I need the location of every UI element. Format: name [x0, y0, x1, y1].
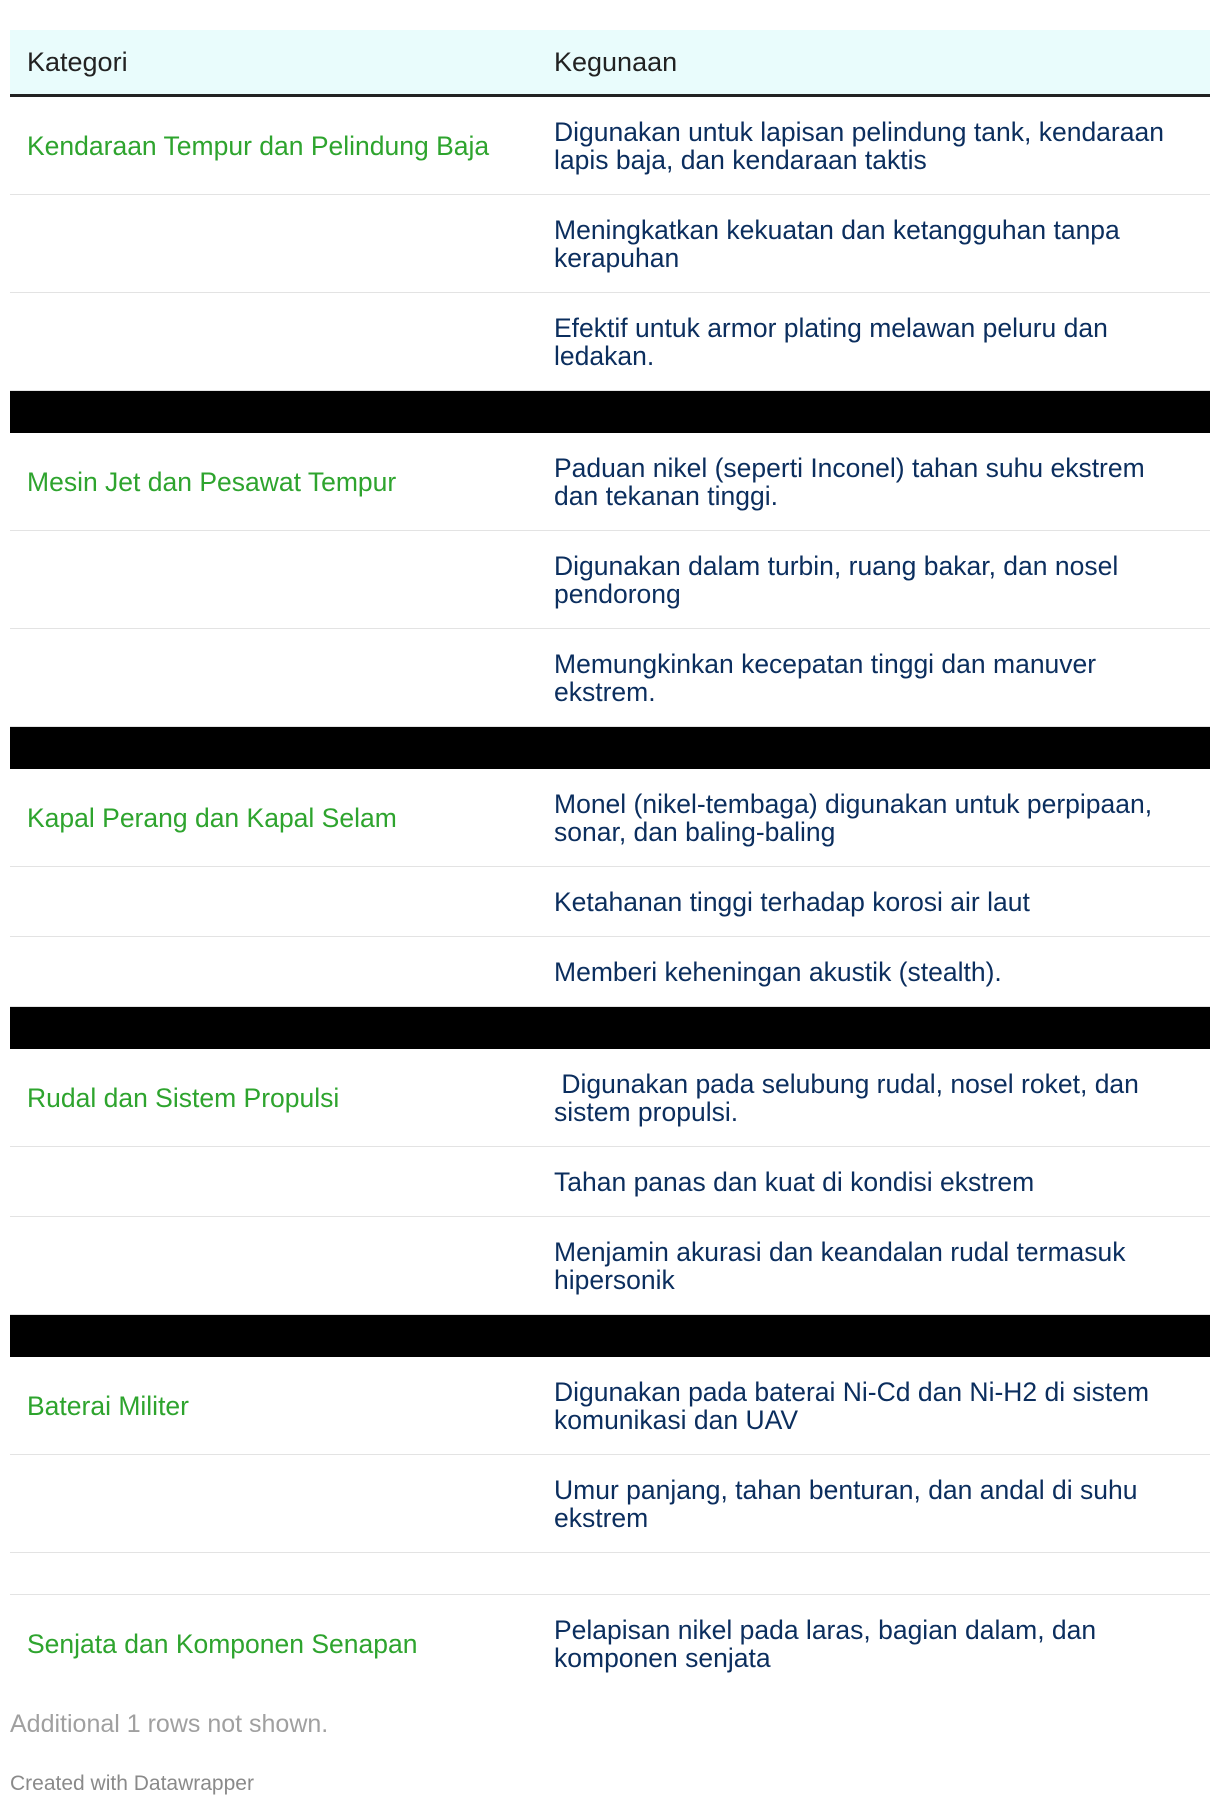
usage-cell: Monel (nikel-tembaga) digunakan untuk perpipaan, sonar, dan baling-baling: [554, 788, 1153, 847]
group-separator: [10, 1007, 1210, 1049]
category-cell: Senjata dan Komponen Senapan: [27, 1629, 418, 1659]
usage-cell: Tahan panas dan kuat di kondisi ekstrem: [554, 1166, 1035, 1197]
table-row: [10, 1147, 1210, 1217]
rows-hidden-note: Additional 1 rows not shown.: [10, 1710, 329, 1738]
usage-cell: Umur panjang, tahan benturan, dan andal di suhu ekstrem: [554, 1474, 1138, 1533]
table-row: [10, 629, 1210, 727]
group-separator: [10, 391, 1210, 433]
table-row: [10, 937, 1210, 1007]
category-cell: Rudal dan Sistem Propulsi: [27, 1082, 340, 1113]
header-kategori[interactable]: Kategori: [27, 46, 128, 77]
usage-cell: Menjamin akurasi dan keandalan rudal termasuk hipersonik: [554, 1236, 1126, 1295]
usage-cell: Pelapisan nikel pada laras, bagian dalam, dan komponen senjata: [554, 1615, 1097, 1673]
header-kegunaan[interactable]: Kegunaan: [554, 46, 678, 77]
table-row: [10, 1455, 1210, 1553]
table-row: [10, 531, 1210, 629]
category-cell: Kendaraan Tempur dan Pelindung Baja: [27, 130, 490, 161]
usage-cell: Efektif untuk armor plating melawan peluru dan ledakan.: [554, 312, 1108, 371]
usage-cell: Memungkinkan kecepatan tinggi dan manuver ekstrem.: [554, 648, 1097, 707]
table-row: [10, 867, 1210, 937]
group-separator: [10, 727, 1210, 769]
group-separator: [10, 1315, 1210, 1357]
usage-cell: Ketahanan tinggi terhadap korosi air laut: [554, 886, 1030, 917]
category-cell: Mesin Jet dan Pesawat Tempur: [27, 466, 397, 497]
table-row: [10, 1357, 1210, 1455]
category-cell: Baterai Militer: [27, 1390, 189, 1421]
table-row: [10, 1595, 1210, 1693]
usage-cell: Digunakan pada selubung rudal, nosel roket, dan sistem propulsi.: [554, 1068, 1147, 1127]
category-cell: Kapal Perang dan Kapal Selam: [27, 802, 397, 833]
usage-cell: Digunakan pada baterai Ni-Cd dan Ni-H2 di sistem komunikasi dan UAV: [554, 1376, 1150, 1435]
table-header: [10, 30, 1210, 97]
usage-cell: Digunakan dalam turbin, ruang bakar, dan nosel pendorong: [554, 550, 1119, 609]
data-table: [10, 30, 1210, 1693]
table-row: [10, 433, 1210, 531]
usage-cell: Meningkatkan kekuatan dan ketangguhan tanpa kerapuhan: [554, 214, 1120, 273]
table-row: [10, 293, 1210, 391]
usage-cell: Paduan nikel (seperti Inconel) tahan suhu ekstrem dan tekanan tinggi.: [554, 452, 1145, 511]
usage-cell: Memberi keheningan akustik (stealth).: [554, 956, 1002, 987]
table-row: [10, 1553, 1210, 1595]
table-row: [10, 97, 1210, 195]
table-row: [10, 195, 1210, 293]
datawrapper-credit[interactable]: Created with Datawrapper: [10, 1772, 254, 1795]
table-row: [10, 769, 1210, 867]
usage-cell: Digunakan untuk lapisan pelindung tank, kendaraan lapis baja, dan kendaraan taktis: [554, 116, 1164, 175]
table-row: [10, 1217, 1210, 1315]
table-row: [10, 1049, 1210, 1147]
